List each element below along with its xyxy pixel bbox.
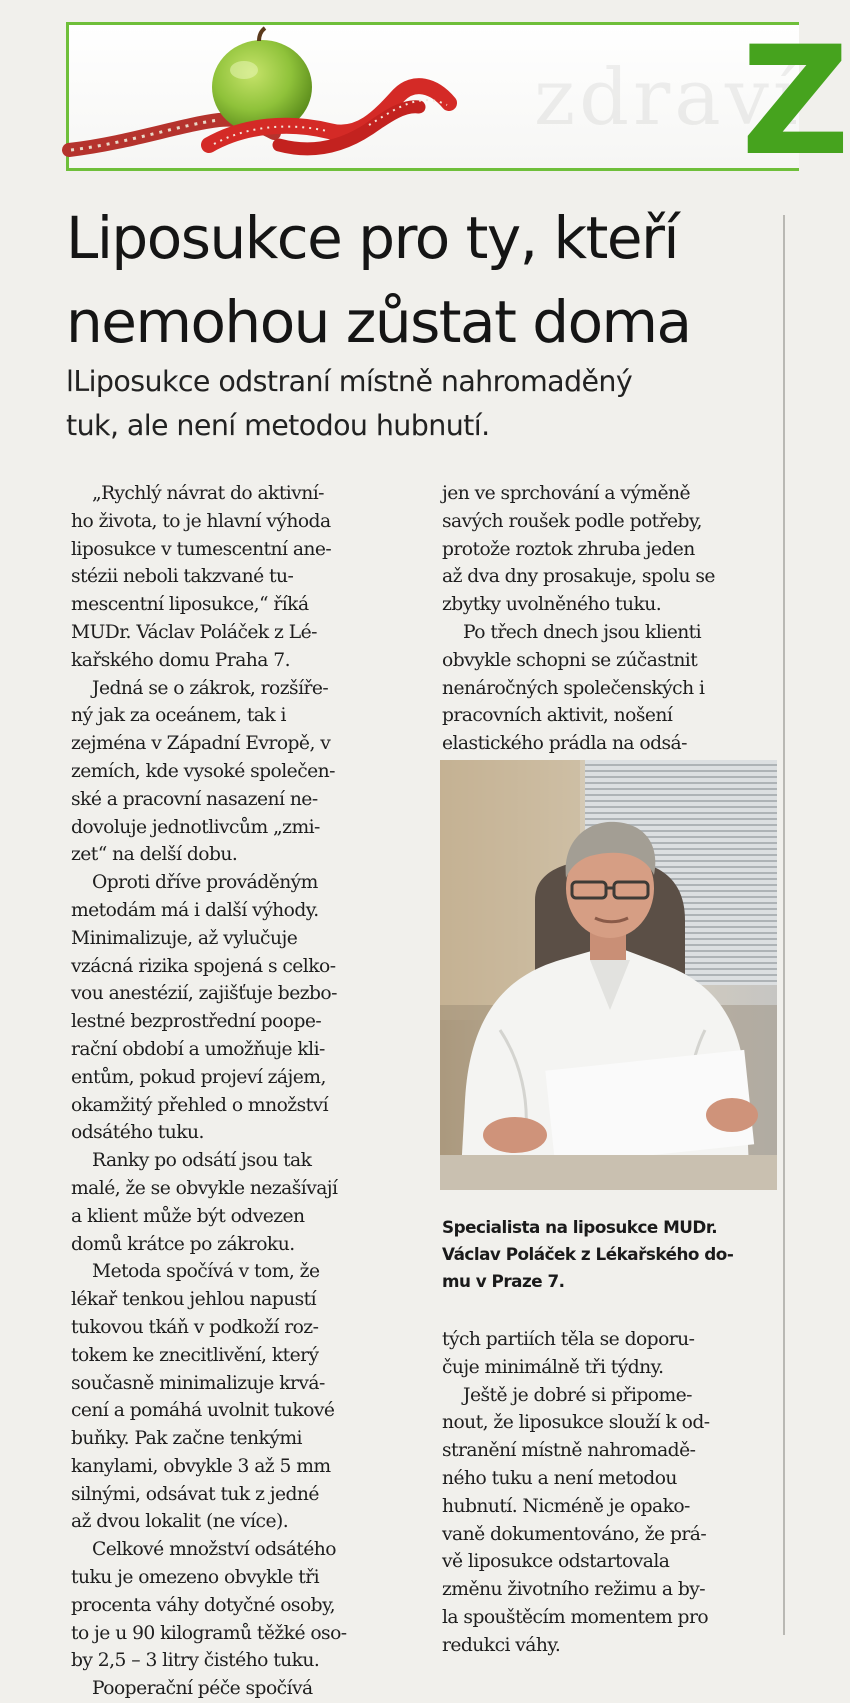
text-line: Oproti dříve prováděným [92,872,318,894]
text-line: ného tuku a není metodou [442,1467,677,1489]
text-line: Ranky po odsátí jsou tak [92,1150,312,1172]
text-line: metodám má i další výhody. [71,899,319,921]
text-line: jen ve sprchování a výměně [442,483,691,504]
text-line: odsátého tuku. [71,1122,204,1144]
text-line: mescentní liposukce,“ říká [71,594,309,616]
text-line: zejména v Západní Evropě, v [71,733,331,755]
text-line: zbytky uvolněného tuku. [442,594,662,616]
text-line: domů krátce po zákroku. [71,1233,295,1255]
text-line: zet“ na delší dobu. [71,844,238,866]
text-line: nenáročných společenských i [442,677,705,699]
text-line: a klient může být odvezen [71,1205,305,1227]
text-line: MUDr. Václav Poláček z Lé- [71,621,317,643]
text-line: zemích, kde vysoké společen- [71,760,335,782]
text-line: čuje minimálně tři týdny. [442,1356,664,1378]
text-line: současně minimalizuje krvá- [71,1372,325,1394]
deck-line-2: tuk, ale není metodou hubnutí. [66,409,490,442]
text-line: ný jak za oceánem, tak i [71,705,286,727]
text-line: elastického prádla na odsá- [442,733,687,755]
page-edge-rule [783,215,785,1635]
caption-line: Specialista na liposukce MUDr. [442,1217,718,1237]
doctor-in-white-coat-icon [440,760,777,1190]
text-line: Pooperační péče spočívá [92,1678,313,1700]
section-banner [66,15,850,189]
text-line: hubnutí. Nicméně je opako- [442,1495,690,1517]
text-line: okamžitý přehled o množství [71,1094,329,1116]
headline-line-2: nemohou zůstat doma [66,288,691,356]
article-deck [66,360,766,448]
text-line: Minimalizuje, až vylučuje [71,927,298,949]
text-line: liposukce v tumescentní ane- [71,538,332,560]
text-line: stranění místně nahromadě- [442,1440,696,1462]
text-line: Metoda spočívá v tom, že [92,1261,320,1283]
article-headline [66,196,766,364]
text-line: Po třech dnech jsou klienti [463,621,702,643]
photo-caption [442,1214,792,1295]
text-line: lestné bezprostřední poope- [71,1011,322,1033]
text-line: buňky. Pak začne tenkými [71,1428,302,1450]
text-line: tých partiích těla se doporu- [442,1329,695,1350]
text-line: vaně dokumentováno, že prá- [442,1523,707,1545]
text-line: protože roztok zhruba jeden [442,538,695,560]
caption-line: Václav Poláček z Lékařského do- [442,1244,734,1264]
apple-measuring-tape-icon [69,25,569,168]
text-line: až dvou lokalit (ne více). [71,1511,289,1533]
text-line: tukovou tkáň v podkoží roz- [71,1316,319,1338]
text-line: kařského domu Praha 7. [71,649,291,671]
text-line: entům, pokud projeví zájem, [71,1066,326,1088]
text-line: tokem ke znecitlivění, který [71,1344,319,1366]
text-line: ské a pracovní nasazení ne- [71,788,318,810]
text-line: pracovních aktivit, nošení [442,705,673,727]
text-line: Celkové množství odsátého [92,1539,336,1561]
text-line: tuku je omezeno obvykle tři [71,1567,319,1589]
text-line: kanylami, obvykle 3 až 5 mm [71,1455,331,1477]
text-line: vou anestézií, zajišťuje bezbo- [71,983,337,1005]
text-line: stézii neboli takzvané tu- [71,566,294,588]
text-line: dovoluje jednotlivcům „zmi- [71,816,320,838]
text-line: redukci váhy. [442,1634,561,1656]
text-line: až dva dny prosakuje, spolu se [442,566,715,588]
banner-ghost-text: zdraví [534,53,802,143]
text-line: la spouštěcím momentem pro [442,1606,709,1628]
text-line: malé, že se obvykle nezašívají [71,1177,338,1199]
text-line: procenta váhy dotyčné osoby, [71,1594,335,1616]
text-line: rační období a umožňuje kli- [71,1038,325,1060]
text-line: Ještě je dobré si připome- [463,1384,692,1406]
text-line: změnu životního režimu a by- [442,1579,706,1601]
text-line: savých roušek podle potřeby, [442,510,702,532]
text-line: „Rychlý návrat do aktivní- [92,483,324,504]
text-line: nout, že liposukce slouží k od- [442,1412,710,1434]
text-line: silnými, odsávat tuk z jedné [71,1483,319,1505]
text-line: to je u 90 kilogramů těžké oso- [71,1622,347,1644]
text-line: obvykle schopni se zúčastnit [442,649,698,671]
text-line: by 2,5 – 3 litry čistého tuku. [71,1650,320,1672]
article-column-left [71,480,392,1703]
headline-line-1: Liposukce pro ty, kteří [66,204,679,272]
article-column-right-top [442,480,778,758]
caption-line: mu v Praze 7. [442,1271,565,1291]
text-line: vě liposukce odstartovala [442,1551,670,1573]
text-line: vzácná rizika spojená s celko- [71,955,336,977]
text-line: lékař tenkou jehlou napustí [71,1289,317,1311]
section-logo: Z [741,15,850,189]
deck-line-1: lLiposukce odstraní místně nahromaděný [66,365,633,398]
doctor-photo [440,760,777,1190]
text-line: Jedná se o zákrok, rozšíře- [92,677,329,699]
article-column-right-bottom [442,1326,778,1660]
text-line: cení a pomáhá uvolnit tukové [71,1400,335,1422]
text-line: ho života, to je hlavní výhoda [71,510,331,532]
